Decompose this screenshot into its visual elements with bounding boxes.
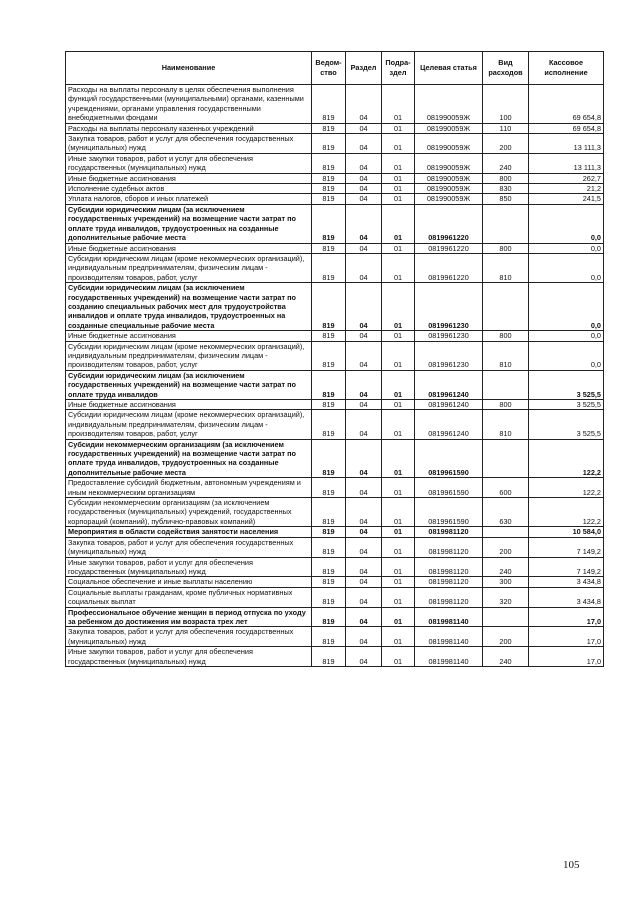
cell-exec: 122,2 (529, 498, 604, 527)
cell-target: 081990059Ж (415, 134, 483, 154)
cell-dept: 819 (312, 607, 346, 627)
cell-name: Социальное обеспечение и иные выплаты населению (66, 577, 312, 587)
cell-subsection: 01 (382, 153, 415, 173)
cell-target: 081990059Ж (415, 85, 483, 124)
cell-subsection: 01 (382, 527, 415, 537)
cell-target: 0819981140 (415, 627, 483, 647)
cell-dept: 819 (312, 204, 346, 243)
cell-section: 04 (346, 85, 382, 124)
table-row (66, 204, 604, 243)
cell-name: Субсидии юридическим лицам (за исключением государственных учреждений) на возмещение части затрат по оплате труда инвалидов (66, 370, 312, 399)
cell-exptype: 240 (483, 153, 529, 173)
cell-subsection: 01 (382, 204, 415, 243)
cell-name: Субсидии юридическим лицам (кроме некоммерческих организаций), индивидуальным предпринимателям, физическим лицам - производителям товаров, работ, услуг (66, 253, 312, 282)
cell-name: Исполнение судебных актов (66, 184, 312, 194)
cell-exec: 17,0 (529, 627, 604, 647)
cell-target: 0819961240 (415, 410, 483, 439)
cell-section: 04 (346, 400, 382, 410)
cell-section: 04 (346, 587, 382, 607)
cell-target: 081990059Ж (415, 184, 483, 194)
cell-subsection: 01 (382, 587, 415, 607)
cell-section: 04 (346, 439, 382, 478)
cell-target: 0819981120 (415, 557, 483, 577)
cell-dept: 819 (312, 498, 346, 527)
cell-name: Расходы на выплаты персоналу в целях обеспечения выполнения функций государственными (муниципальными) органами, казенными учреждениями, органами управления государственными внебюджетными фондами (66, 85, 312, 124)
cell-target: 0819981120 (415, 587, 483, 607)
cell-name: Закупка товаров, работ и услуг для обеспечения государственных (муниципальных) нужд (66, 134, 312, 154)
header-exptype: Вид расходов (483, 52, 529, 85)
cell-target: 081990059Ж (415, 173, 483, 183)
cell-subsection: 01 (382, 439, 415, 478)
cell-target: 0819961590 (415, 478, 483, 498)
cell-dept: 819 (312, 85, 346, 124)
cell-exptype: 240 (483, 647, 529, 667)
cell-subsection: 01 (382, 184, 415, 194)
cell-target: 081990059Ж (415, 194, 483, 204)
cell-section: 04 (346, 498, 382, 527)
cell-exptype (483, 607, 529, 627)
cell-dept: 819 (312, 577, 346, 587)
cell-name: Закупка товаров, работ и услуг для обеспечения государственных (муниципальных) нужд (66, 627, 312, 647)
cell-exptype: 240 (483, 557, 529, 577)
cell-subsection: 01 (382, 498, 415, 527)
cell-subsection: 01 (382, 173, 415, 183)
cell-target: 0819961220 (415, 243, 483, 253)
cell-subsection: 01 (382, 647, 415, 667)
table-row (66, 607, 604, 627)
cell-exec: 3 525,5 (529, 370, 604, 399)
cell-dept: 819 (312, 627, 346, 647)
cell-name: Иные бюджетные ассигнования (66, 400, 312, 410)
cell-subsection: 01 (382, 577, 415, 587)
cell-target: 0819961230 (415, 283, 483, 331)
cell-section: 04 (346, 173, 382, 183)
cell-name: Расходы на выплаты персоналу казенных учреждений (66, 123, 312, 133)
table-body (66, 85, 604, 667)
header-dept: Ведом-ство (312, 52, 346, 85)
cell-dept: 819 (312, 134, 346, 154)
table-row (66, 194, 604, 204)
cell-exec: 13 111,3 (529, 153, 604, 173)
cell-section: 04 (346, 607, 382, 627)
cell-subsection: 01 (382, 607, 415, 627)
cell-name: Субсидии юридическим лицам (за исключением государственных учреждений) на возмещение части затрат по оплате труда инвалидов, трудоустроенных на созданные дополнительные рабочие места (66, 204, 312, 243)
cell-exec: 241,5 (529, 194, 604, 204)
cell-target: 0819961590 (415, 439, 483, 478)
cell-name: Иные закупки товаров, работ и услуг для обеспечения государственных (муниципальных) нужд (66, 647, 312, 667)
cell-target: 0819981120 (415, 537, 483, 557)
header-subsection: Подра-здел (382, 52, 415, 85)
cell-section: 04 (346, 331, 382, 341)
cell-dept: 819 (312, 153, 346, 173)
cell-exec: 3 434,8 (529, 577, 604, 587)
table-row (66, 400, 604, 410)
cell-name: Иные бюджетные ассигнования (66, 331, 312, 341)
cell-subsection: 01 (382, 400, 415, 410)
cell-subsection: 01 (382, 134, 415, 154)
cell-subsection: 01 (382, 410, 415, 439)
cell-dept: 819 (312, 537, 346, 557)
table-row (66, 123, 604, 133)
cell-exec: 7 149,2 (529, 557, 604, 577)
cell-name: Иные закупки товаров, работ и услуг для обеспечения государственных (муниципальных) нужд (66, 557, 312, 577)
cell-subsection: 01 (382, 478, 415, 498)
cell-subsection: 01 (382, 537, 415, 557)
table-row (66, 253, 604, 282)
cell-exec: 21,2 (529, 184, 604, 194)
cell-exptype (483, 527, 529, 537)
cell-exec: 3 525,5 (529, 410, 604, 439)
cell-dept: 819 (312, 173, 346, 183)
cell-target: 081990059Ж (415, 123, 483, 133)
cell-target: 0819961590 (415, 498, 483, 527)
cell-exptype: 800 (483, 400, 529, 410)
cell-dept: 819 (312, 557, 346, 577)
table-row (66, 283, 604, 331)
cell-exptype (483, 283, 529, 331)
cell-exptype: 810 (483, 253, 529, 282)
table-row (66, 173, 604, 183)
table-row (66, 527, 604, 537)
table-row (66, 370, 604, 399)
cell-exec: 122,2 (529, 439, 604, 478)
header-name: Наименование (66, 52, 312, 85)
budget-table-container (65, 51, 603, 667)
cell-exptype: 800 (483, 173, 529, 183)
cell-subsection: 01 (382, 557, 415, 577)
cell-exptype: 100 (483, 85, 529, 124)
table-row (66, 587, 604, 607)
cell-name: Профессиональное обучение женщин в период отпуска по уходу за ребенком до достижения им возраста трех лет (66, 607, 312, 627)
page-number: 105 (563, 859, 580, 871)
cell-dept: 819 (312, 283, 346, 331)
cell-name: Субсидии юридическим лицам (кроме некоммерческих организаций), индивидуальным предпринимателям, физическим лицам - производителям товаров, работ, услуг (66, 410, 312, 439)
cell-section: 04 (346, 123, 382, 133)
cell-dept: 819 (312, 331, 346, 341)
cell-name: Субсидии юридическим лицам (кроме некоммерческих организаций), индивидуальным предпринимателям, физическим лицам - производителям товаров, работ, услуг (66, 341, 312, 370)
cell-exptype: 200 (483, 627, 529, 647)
cell-subsection: 01 (382, 341, 415, 370)
cell-subsection: 01 (382, 123, 415, 133)
cell-exec: 3 525,5 (529, 400, 604, 410)
cell-dept: 819 (312, 439, 346, 478)
table-header-row (66, 52, 604, 85)
cell-exec: 17,0 (529, 607, 604, 627)
cell-subsection: 01 (382, 283, 415, 331)
cell-dept: 819 (312, 400, 346, 410)
cell-subsection: 01 (382, 243, 415, 253)
cell-exec: 10 584,0 (529, 527, 604, 537)
cell-target: 0819961240 (415, 400, 483, 410)
cell-exec: 0,0 (529, 253, 604, 282)
cell-exptype: 800 (483, 331, 529, 341)
cell-exec: 3 434,8 (529, 587, 604, 607)
cell-exptype: 850 (483, 194, 529, 204)
cell-dept: 819 (312, 194, 346, 204)
header-target: Целевая статья (415, 52, 483, 85)
cell-dept: 819 (312, 253, 346, 282)
cell-name: Субсидии некоммерческим организациям (за исключением государственных учреждений) на возмещение части затрат по оплате труда инвалидов, трудоустроенных на созданные дополнительные рабочие места (66, 439, 312, 478)
cell-subsection: 01 (382, 331, 415, 341)
cell-subsection: 01 (382, 85, 415, 124)
cell-exec: 69 654,8 (529, 123, 604, 133)
table-row (66, 410, 604, 439)
cell-section: 04 (346, 410, 382, 439)
table-row (66, 647, 604, 667)
cell-section: 04 (346, 153, 382, 173)
cell-name: Мероприятия в области содействия занятости населения (66, 527, 312, 537)
cell-exptype: 320 (483, 587, 529, 607)
cell-exptype: 810 (483, 341, 529, 370)
cell-section: 04 (346, 627, 382, 647)
cell-section: 04 (346, 647, 382, 667)
cell-section: 04 (346, 478, 382, 498)
table-row (66, 577, 604, 587)
cell-dept: 819 (312, 370, 346, 399)
cell-target: 0819981120 (415, 577, 483, 587)
cell-exptype: 110 (483, 123, 529, 133)
cell-target: 0819981120 (415, 527, 483, 537)
cell-exptype: 630 (483, 498, 529, 527)
table-row (66, 557, 604, 577)
table-row (66, 331, 604, 341)
cell-section: 04 (346, 577, 382, 587)
cell-dept: 819 (312, 410, 346, 439)
cell-target: 0819961220 (415, 204, 483, 243)
header-exec: Кассовое исполнение (529, 52, 604, 85)
cell-target: 0819961230 (415, 341, 483, 370)
table-row (66, 153, 604, 173)
cell-target: 0819961220 (415, 253, 483, 282)
cell-exec: 0,0 (529, 243, 604, 253)
cell-section: 04 (346, 134, 382, 154)
cell-exptype (483, 370, 529, 399)
cell-subsection: 01 (382, 194, 415, 204)
table-row (66, 537, 604, 557)
cell-section: 04 (346, 194, 382, 204)
cell-target: 0819981140 (415, 647, 483, 667)
cell-exec: 69 654,8 (529, 85, 604, 124)
cell-exptype: 200 (483, 134, 529, 154)
cell-dept: 819 (312, 184, 346, 194)
cell-section: 04 (346, 537, 382, 557)
cell-exec: 122,2 (529, 478, 604, 498)
cell-name: Иные бюджетные ассигнования (66, 243, 312, 253)
cell-dept: 819 (312, 478, 346, 498)
cell-exec: 17,0 (529, 647, 604, 667)
table-row (66, 341, 604, 370)
cell-exptype (483, 204, 529, 243)
cell-section: 04 (346, 184, 382, 194)
cell-target: 0819961240 (415, 370, 483, 399)
table-row (66, 134, 604, 154)
table-row (66, 478, 604, 498)
cell-name: Закупка товаров, работ и услуг для обеспечения государственных (муниципальных) нужд (66, 537, 312, 557)
cell-exptype: 810 (483, 410, 529, 439)
table-row (66, 184, 604, 194)
cell-subsection: 01 (382, 370, 415, 399)
cell-exec: 0,0 (529, 283, 604, 331)
cell-exptype: 300 (483, 577, 529, 587)
cell-exec: 7 149,2 (529, 537, 604, 557)
cell-section: 04 (346, 527, 382, 537)
cell-exec: 262,7 (529, 173, 604, 183)
cell-exec: 0,0 (529, 204, 604, 243)
cell-subsection: 01 (382, 253, 415, 282)
header-section: Раздел (346, 52, 382, 85)
cell-exptype: 600 (483, 478, 529, 498)
cell-name: Субсидии некоммерческим организациям (за исключением государственных (муниципальных) учреждений, государственных корпораций (компаний), публично-правовых компаний) (66, 498, 312, 527)
cell-exptype: 800 (483, 243, 529, 253)
cell-exptype: 830 (483, 184, 529, 194)
cell-name: Социальные выплаты гражданам, кроме публичных нормативных социальных выплат (66, 587, 312, 607)
cell-section: 04 (346, 283, 382, 331)
cell-name: Иные бюджетные ассигнования (66, 173, 312, 183)
cell-exec: 0,0 (529, 331, 604, 341)
table-row (66, 439, 604, 478)
table-row (66, 85, 604, 124)
cell-target: 081990059Ж (415, 153, 483, 173)
cell-exec: 0,0 (529, 341, 604, 370)
table-row (66, 243, 604, 253)
cell-section: 04 (346, 370, 382, 399)
cell-dept: 819 (312, 587, 346, 607)
cell-exec: 13 111,3 (529, 134, 604, 154)
cell-dept: 819 (312, 123, 346, 133)
table-row (66, 498, 604, 527)
cell-section: 04 (346, 204, 382, 243)
cell-section: 04 (346, 253, 382, 282)
cell-section: 04 (346, 557, 382, 577)
cell-exptype: 200 (483, 537, 529, 557)
cell-section: 04 (346, 243, 382, 253)
cell-subsection: 01 (382, 627, 415, 647)
cell-name: Уплата налогов, сборов и иных платежей (66, 194, 312, 204)
cell-exptype (483, 439, 529, 478)
cell-dept: 819 (312, 243, 346, 253)
cell-dept: 819 (312, 341, 346, 370)
cell-target: 0819981140 (415, 607, 483, 627)
cell-name: Иные закупки товаров, работ и услуг для обеспечения государственных (муниципальных) нужд (66, 153, 312, 173)
cell-name: Предоставление субсидий бюджетным, автономным учреждениям и иным некоммерческим организациям (66, 478, 312, 498)
cell-name: Субсидии юридическим лицам (за исключением государственных учреждений) на возмещение части затрат по созданию специальных рабочих мест для трудоустройства инвалидов и оплате труда инвалидов, трудоустроенных на созданные специальные рабочие места (66, 283, 312, 331)
table-row (66, 627, 604, 647)
budget-execution-table (65, 51, 604, 667)
cell-dept: 819 (312, 527, 346, 537)
cell-dept: 819 (312, 647, 346, 667)
cell-section: 04 (346, 341, 382, 370)
cell-target: 0819961230 (415, 331, 483, 341)
